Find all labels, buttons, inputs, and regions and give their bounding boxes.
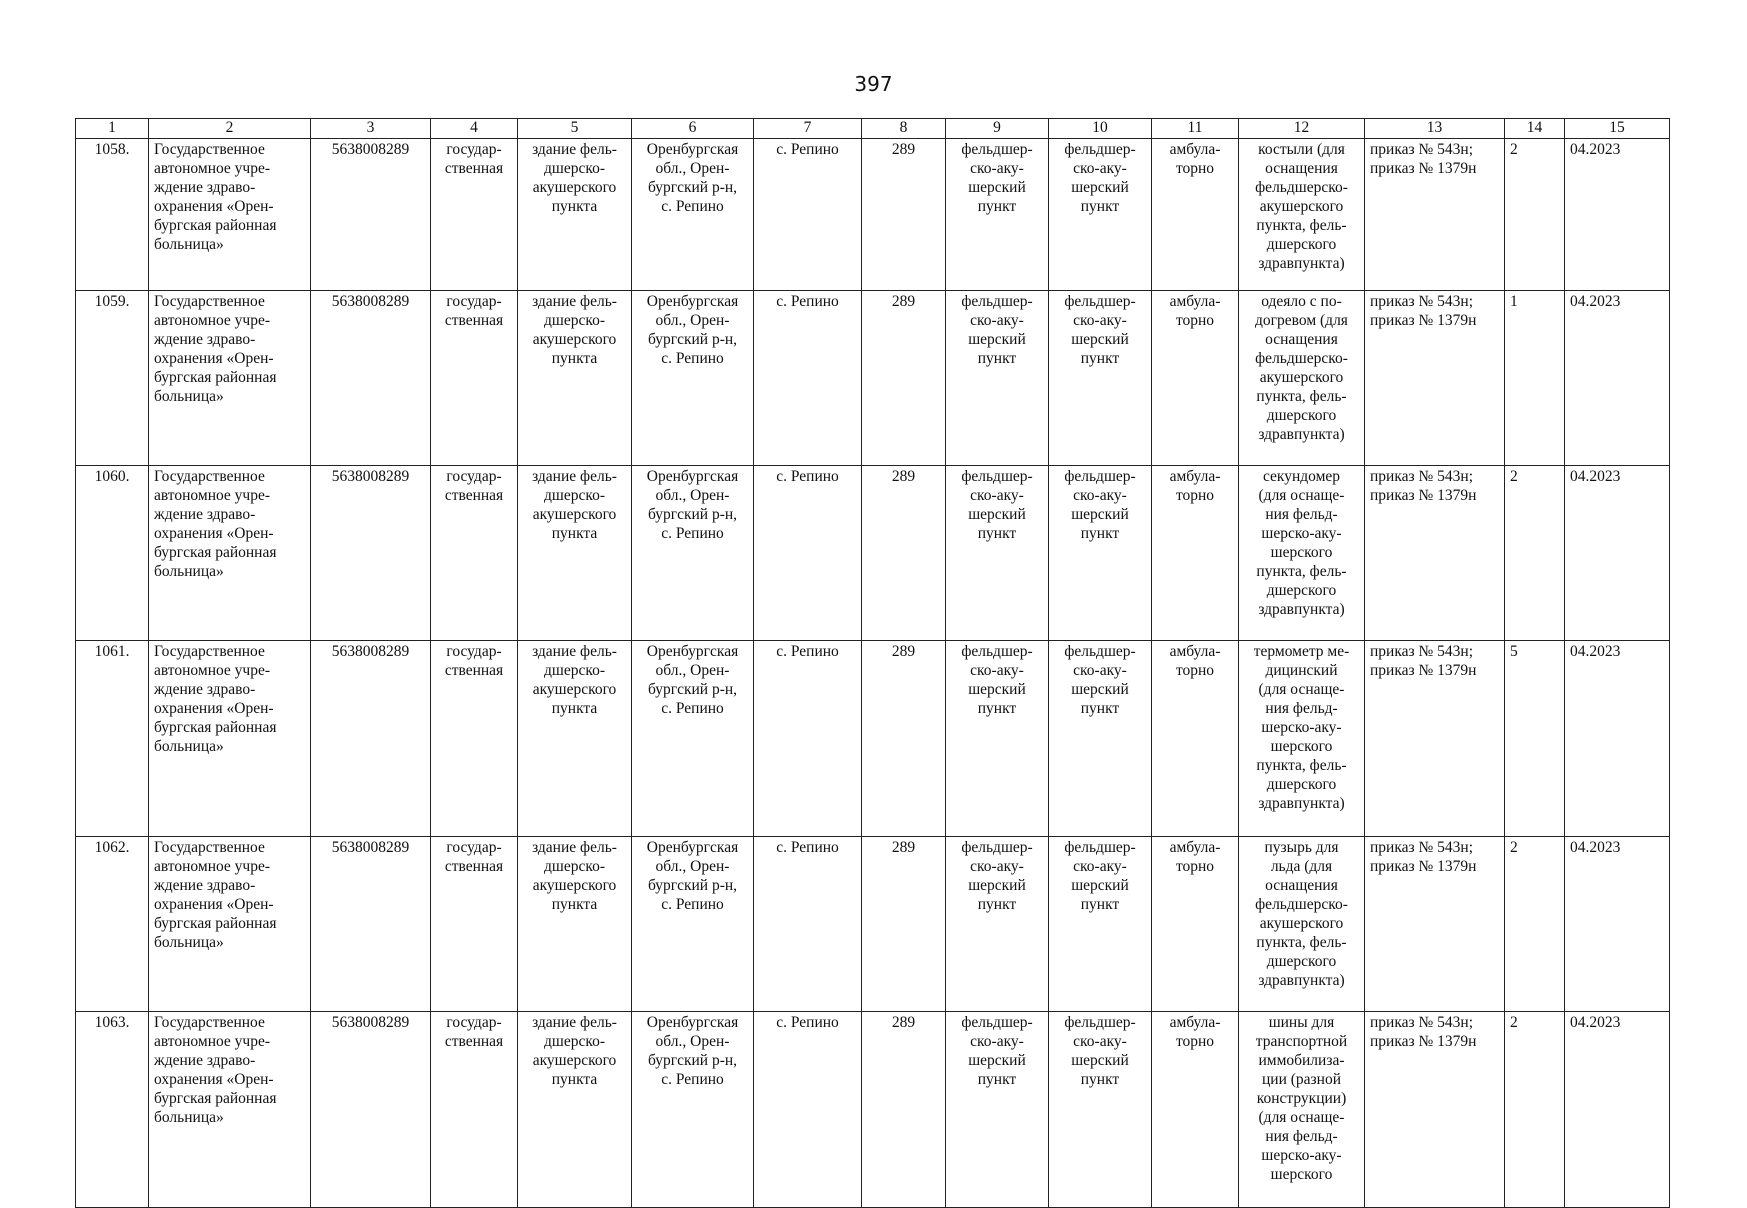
table-row [76,1012,1670,1208]
cell-text: государ- ственная [444,1014,504,1050]
cell-text: Оренбургская обл., Орен- бургский р-н, с. Репино [646,643,739,717]
cell-text: 04.2023 [1570,293,1621,310]
cell-text: 5638008289 [331,1014,410,1031]
cell-text: 04.2023 [1570,141,1621,158]
cell-text: амбула- торно [1169,839,1221,875]
table-cell-col-12 [1239,641,1365,837]
table-cell-col-10 [1049,837,1152,1012]
table-cell-col-10 [1049,291,1152,466]
table-cell-col-7 [754,641,862,837]
cell-text: 5638008289 [331,643,410,660]
table-cell-col-5 [518,466,632,641]
table-cell-col-6 [632,291,754,466]
table-cell-col-12 [1239,139,1365,291]
table-cell-col-9 [946,291,1049,466]
table-cell-col-13 [1365,139,1505,291]
cell-text: костыли (для оснащения фельдшерско- акушерского пункта, фель- дшерского здравпункта) [1255,141,1348,272]
column-index-row [76,119,1670,139]
table-cell-col-3 [311,291,431,466]
cell-text: Государственное автономное учре- ждение здраво- охранения «Орен- бургская районная больница» [154,643,277,755]
cell-text: 1063. [94,1014,130,1031]
column-index-cell-6: 6 [632,119,754,139]
column-index-cell-4: 4 [431,119,518,139]
table-cell-col-6 [632,641,754,837]
table-cell-col-11 [1152,466,1239,641]
cell-text: Оренбургская обл., Орен- бургский р-н, с. Репино [646,293,739,367]
cell-text: фельдшер- ско-аку- шерский пункт [961,839,1033,913]
column-index-cell-10: 10 [1049,119,1152,139]
table-cell-col-11 [1152,641,1239,837]
cell-text: термометр ме- дицинский (для оснаще- ния фельд- шерско-аку- шерского пункта, фель- дшерского здравпункта) [1253,643,1350,812]
cell-text: 04.2023 [1570,1014,1621,1031]
cell-text: 1062. [94,839,130,856]
cell-text: здание фель- дшерско- акушерского пункта [532,468,617,542]
cell-text: государ- ственная [444,141,504,177]
cell-text: амбула- торно [1169,468,1221,504]
column-index-cell-12: 12 [1239,119,1365,139]
table-cell-col-5 [518,139,632,291]
cell-text: 289 [891,1014,916,1031]
cell-text: 04.2023 [1570,643,1621,660]
column-index-cell-5: 5 [518,119,632,139]
table-cell-col-5 [518,641,632,837]
table-cell-col-13 [1365,466,1505,641]
table-cell-col-2 [149,1012,311,1208]
table-cell-col-14 [1505,139,1565,291]
cell-text: Оренбургская обл., Орен- бургский р-н, с. Репино [646,141,739,215]
cell-text: фельдшер- ско-аку- шерский пункт [1064,141,1136,215]
cell-text: государ- ственная [444,839,504,875]
table-cell-col-13 [1365,641,1505,837]
table-cell-col-1 [76,641,149,837]
cell-text: амбула- торно [1169,1014,1221,1050]
table-cell-col-4 [431,139,518,291]
column-index-cell-11: 11 [1152,119,1239,139]
table-cell-col-12 [1239,291,1365,466]
cell-text: Государственное автономное учре- ждение здраво- охранения «Орен- бургская районная больница» [154,293,277,405]
cell-text: фельдшер- ско-аку- шерский пункт [1064,839,1136,913]
column-index-cell-14: 14 [1505,119,1565,139]
table-cell-col-4 [431,641,518,837]
cell-text: Государственное автономное учре- ждение здраво- охранения «Орен- бургская районная больница» [154,1014,277,1126]
cell-text: приказ № 543н; приказ № 1379н [1370,839,1477,875]
cell-text: пузырь для льда (для оснащения фельдшерско- акушерского пункта, фель- дшерского здравпункта) [1255,839,1348,989]
cell-text: Оренбургская обл., Орен- бургский р-н, с. Репино [646,1014,739,1088]
table-cell-col-6 [632,466,754,641]
table-row [76,466,1670,641]
column-index-cell-7: 7 [754,119,862,139]
cell-text: 289 [891,468,916,485]
cell-text: здание фель- дшерско- акушерского пункта [532,141,617,215]
cell-text: приказ № 543н; приказ № 1379н [1370,141,1477,177]
cell-text: 2 [1510,468,1518,485]
cell-text: 04.2023 [1570,468,1621,485]
table-cell-col-3 [311,1012,431,1208]
table-cell-col-8 [862,641,946,837]
table-cell-col-11 [1152,1012,1239,1208]
cell-text: амбула- торно [1169,643,1221,679]
column-index-cell-13: 13 [1365,119,1505,139]
cell-text: 1058. [94,141,130,158]
table-cell-col-12 [1239,837,1365,1012]
table-cell-col-11 [1152,139,1239,291]
table-cell-col-4 [431,466,518,641]
table-cell-col-1 [76,837,149,1012]
cell-text: 5638008289 [331,468,410,485]
table-cell-col-13 [1365,837,1505,1012]
table-row [76,837,1670,1012]
column-index-cell-2: 2 [149,119,311,139]
cell-text: с. Репино [776,839,839,856]
cell-text: фельдшер- ско-аку- шерский пункт [1064,1014,1136,1088]
table-cell-col-15 [1565,291,1670,466]
table-row [76,641,1670,837]
cell-text: фельдшер- ско-аку- шерский пункт [961,468,1033,542]
table-cell-col-5 [518,837,632,1012]
table-cell-col-11 [1152,291,1239,466]
cell-text: фельдшер- ско-аку- шерский пункт [961,1014,1033,1088]
table-cell-col-15 [1565,837,1670,1012]
cell-text: здание фель- дшерско- акушерского пункта [532,1014,617,1088]
table-cell-col-7 [754,291,862,466]
table-cell-col-4 [431,1012,518,1208]
table-cell-col-14 [1505,1012,1565,1208]
table-cell-col-13 [1365,291,1505,466]
cell-text: приказ № 543н; приказ № 1379н [1370,1014,1477,1050]
cell-text: секундомер (для оснаще- ния фельд- шерско-аку- шерского пункта, фель- дшерского здравпункта) [1256,468,1347,618]
cell-text: государ- ственная [444,293,504,329]
table-cell-col-8 [862,466,946,641]
table-cell-col-14 [1505,291,1565,466]
column-index-cell-8: 8 [862,119,946,139]
table-cell-col-12 [1239,466,1365,641]
table-cell-col-6 [632,1012,754,1208]
table-row [76,139,1670,291]
cell-text: с. Репино [776,293,839,310]
table-cell-col-1 [76,139,149,291]
table-cell-col-7 [754,1012,862,1208]
cell-text: здание фель- дшерско- акушерского пункта [532,839,617,913]
table-cell-col-12 [1239,1012,1365,1208]
table-cell-col-14 [1505,641,1565,837]
cell-text: Оренбургская обл., Орен- бургский р-н, с. Репино [646,468,739,542]
table-cell-col-10 [1049,466,1152,641]
cell-text: фельдшер- ско-аку- шерский пункт [1064,468,1136,542]
table-cell-col-4 [431,291,518,466]
cell-text: Государственное автономное учре- ждение здраво- охранения «Орен- бургская районная больница» [154,839,277,951]
table-cell-col-15 [1565,466,1670,641]
cell-text: фельдшер- ско-аку- шерский пункт [961,293,1033,367]
table-cell-col-7 [754,139,862,291]
cell-text: Оренбургская обл., Орен- бургский р-н, с. Репино [646,839,739,913]
cell-text: 04.2023 [1570,839,1621,856]
table-cell-col-5 [518,1012,632,1208]
table-cell-col-14 [1505,466,1565,641]
cell-text: 289 [891,643,916,660]
cell-text: 2 [1510,141,1518,158]
column-index-cell-9: 9 [946,119,1049,139]
cell-text: 5638008289 [331,839,410,856]
cell-text: с. Репино [776,643,839,660]
table-cell-col-2 [149,291,311,466]
table-cell-col-10 [1049,139,1152,291]
table-cell-col-9 [946,641,1049,837]
cell-text: 289 [891,839,916,856]
cell-text: здание фель- дшерско- акушерского пункта [532,643,617,717]
table-cell-col-3 [311,837,431,1012]
table-cell-col-2 [149,139,311,291]
table-cell-col-15 [1565,641,1670,837]
cell-text: одеяло с по- догревом (для оснащения фельдшерско- акушерского пункта, фель- дшерского здравпункта) [1255,293,1348,443]
table-cell-col-8 [862,1012,946,1208]
table-cell-col-2 [149,466,311,641]
register-table [75,118,1670,1208]
table-cell-col-7 [754,466,862,641]
cell-text: 1 [1510,293,1518,310]
cell-text: государ- ственная [444,643,504,679]
cell-text: 1061. [94,643,130,660]
cell-text: фельдшер- ско-аку- шерский пункт [961,643,1033,717]
cell-text: приказ № 543н; приказ № 1379н [1370,468,1477,504]
table-cell-col-15 [1565,1012,1670,1208]
cell-text: фельдшер- ско-аку- шерский пункт [961,141,1033,215]
table-cell-col-15 [1565,139,1670,291]
page-number: 397 [854,72,893,96]
cell-text: амбула- торно [1169,293,1221,329]
table-cell-col-9 [946,837,1049,1012]
table-cell-col-6 [632,837,754,1012]
table-cell-col-5 [518,291,632,466]
cell-text: с. Репино [776,468,839,485]
table-cell-col-3 [311,466,431,641]
cell-text: амбула- торно [1169,141,1221,177]
cell-text: фельдшер- ско-аку- шерский пункт [1064,293,1136,367]
cell-text: 5 [1510,643,1518,660]
table-cell-col-8 [862,139,946,291]
table-cell-col-2 [149,641,311,837]
cell-text: государ- ственная [444,468,504,504]
table-cell-col-10 [1049,641,1152,837]
cell-text: с. Репино [776,141,839,158]
table-cell-col-11 [1152,837,1239,1012]
table-cell-col-14 [1505,837,1565,1012]
cell-text: приказ № 543н; приказ № 1379н [1370,293,1477,329]
table-cell-col-6 [632,139,754,291]
column-index-cell-15: 15 [1565,119,1670,139]
cell-text: 289 [891,141,916,158]
cell-text: Государственное автономное учре- ждение здраво- охранения «Орен- бургская районная больница» [154,468,277,580]
cell-text: 2 [1510,1014,1518,1031]
table-cell-col-1 [76,466,149,641]
cell-text: 1060. [94,468,130,485]
table-cell-col-9 [946,139,1049,291]
table-cell-col-7 [754,837,862,1012]
column-index-cell-1: 1 [76,119,149,139]
table-cell-col-1 [76,1012,149,1208]
cell-text: фельдшер- ско-аку- шерский пункт [1064,643,1136,717]
table-cell-col-1 [76,291,149,466]
cell-text: 289 [891,293,916,310]
table-cell-col-2 [149,837,311,1012]
cell-text: 2 [1510,839,1518,856]
cell-text: приказ № 543н; приказ № 1379н [1370,643,1477,679]
table-cell-col-13 [1365,1012,1505,1208]
column-index-cell-3: 3 [311,119,431,139]
cell-text: 1059. [94,293,130,310]
table-cell-col-4 [431,837,518,1012]
cell-text: Государственное автономное учре- ждение здраво- охранения «Орен- бургская районная больница» [154,141,277,253]
table-cell-col-8 [862,837,946,1012]
table-cell-col-3 [311,641,431,837]
table-cell-col-9 [946,466,1049,641]
table-row [76,291,1670,466]
table-cell-col-9 [946,1012,1049,1208]
cell-text: с. Репино [776,1014,839,1031]
cell-text: здание фель- дшерско- акушерского пункта [532,293,617,367]
table-cell-col-8 [862,291,946,466]
table-cell-col-3 [311,139,431,291]
cell-text: 5638008289 [331,141,410,158]
cell-text: 5638008289 [331,293,410,310]
table-cell-col-10 [1049,1012,1152,1208]
cell-text: шины для транспортной иммобилиза- ции (разной конструкции) (для оснаще- ния фельд- шерско-аку- шерского [1255,1014,1348,1183]
